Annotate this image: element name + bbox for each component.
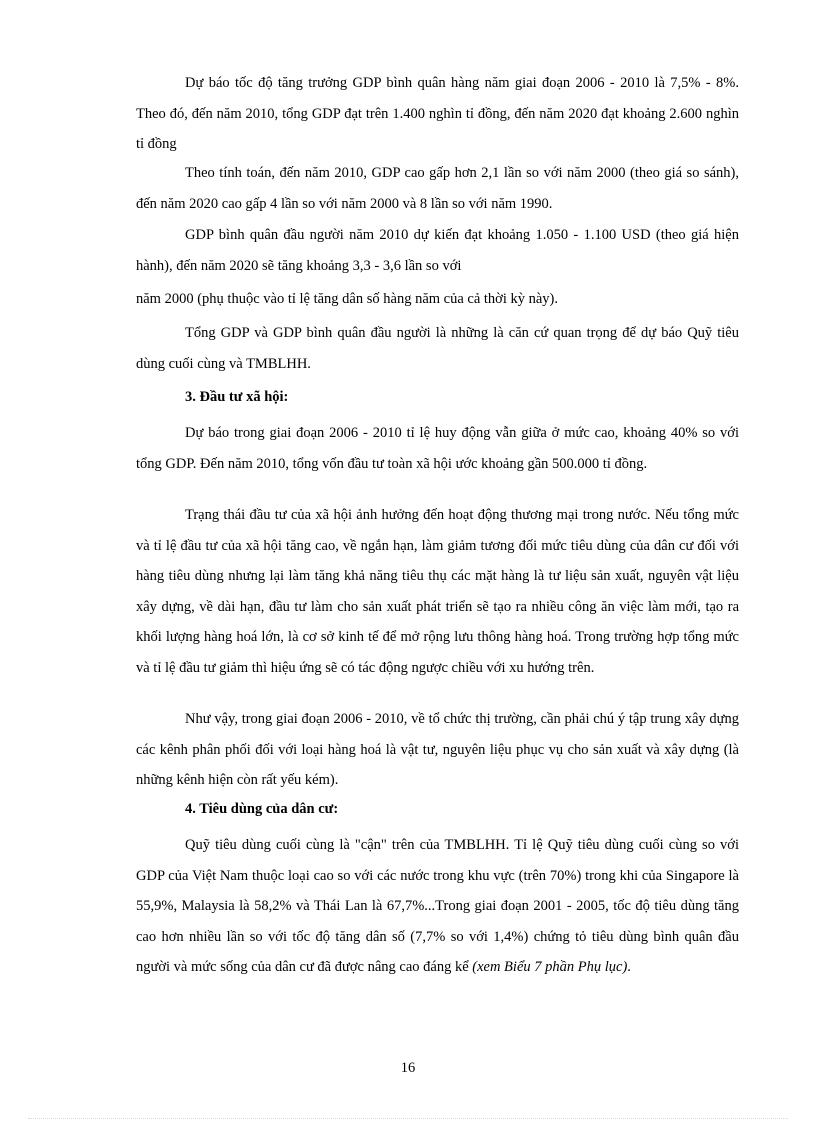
investment-impact-block (136, 500, 739, 683)
investment-forecast-paragraph: Dự báo trong giai đoạn 2006 - 2010 tỉ lệ huy động vẫn giữa ở mức cao, khoảng 40% so với tổng GDP. Đến năm 2010, tổng vốn đầu tư toàn xã hội ước khoảng gần 500.000 tỉ đồng. (136, 425, 739, 472)
consumption-heading-block (136, 794, 739, 825)
gdp-basis-block (136, 318, 739, 379)
gdp-basis-paragraph: Tổng GDP và GDP bình quân đầu người là những là căn cứ quan trọng để dự báo Quỹ tiêu dùng cuối cùng và TMBLHH. (136, 325, 739, 372)
gdp-growth-paragraph: Dự báo tốc độ tăng trưởng GDP bình quân hàng năm giai đoạn 2006 - 2010 là 7,5% - 8%. Theo đó, đến năm 2010, tổng GDP đạt trên 1.400 nghìn tỉ đồng, đến năm 2020 đạt khoảng 2.600 nghìn tỉ đồng (136, 75, 739, 152)
appendix-reference: (xem Biểu 7 phần Phụ lục) (472, 959, 628, 975)
population-note-block (136, 284, 739, 315)
gdp-per-capita-paragraph: GDP bình quân đầu người năm 2010 dự kiến đạt khoảng 1.050 - 1.100 USD (theo giá hiện hành), đến năm 2020 sẽ tăng khoảng 3,3 - 3,6 lần so với (136, 227, 739, 274)
population-note-paragraph: năm 2000 (phụ thuộc vào tỉ lệ tăng dân số hàng năm của cả thời kỳ này). (136, 291, 559, 307)
consumption-paragraph (136, 830, 739, 983)
social-investment-heading-block (136, 382, 739, 413)
bottom-divider (28, 1118, 788, 1119)
section-heading-social-investment: 3. Đầu tư xã hội: (185, 389, 289, 405)
market-organization-block (136, 704, 739, 796)
consumption-text: Quỹ tiêu dùng cuối cùng là "cận" trên của TMBLHH. Tỉ lệ Quỹ tiêu dùng cuối cùng so với GDP của Việt Nam thuộc loại cao so với các nước trong khu vực (trên 70%) trong khi của Singapore là 55,9%, Malaysia là 58,2% và Thái Lan là 67,7%...Trong giai đoạn 2001 - 2005, tốc độ tiêu dùng tăng cao hơn nhiều lần so với tốc độ tăng dân số (7,7% so với 1,4%) chứng tỏ tiêu dùng bình quân đầu người và mức sống của dân cư đã được nâng cao đáng kể (136, 837, 739, 975)
gdp-comparison-block (136, 158, 739, 219)
page-number: 16 (400, 1060, 416, 1076)
gdp-forecast-section (136, 68, 739, 160)
section-heading-consumption: 4. Tiêu dùng của dân cư: (185, 801, 339, 817)
investment-forecast-block (136, 418, 739, 479)
consumption-end: . (627, 959, 631, 975)
gdp-comparison-paragraph: Theo tính toán, đến năm 2010, GDP cao gấp hơn 2,1 lần so với năm 2000 (theo giá so sánh), đến năm 2020 cao gấp 4 lần so với năm 2000 và 8 lần so với năm 1990. (136, 165, 739, 212)
market-organization-paragraph: Như vậy, trong giai đoạn 2006 - 2010, về tổ chức thị trường, cần phải chú ý tập trung xây dựng các kênh phân phối đối với loại hàng hoá là vật tư, nguyên liệu phục vụ cho sản xuất và xây dựng (là những kênh hiện còn rất yếu kém). (136, 711, 739, 788)
consumption-block (136, 830, 739, 983)
gdp-per-capita-block (136, 220, 739, 281)
investment-impact-paragraph: Trạng thái đầu tư của xã hội ảnh hưởng đến hoạt động thương mại trong nước. Nếu tổng mức và tỉ lệ đầu tư của xã hội tăng cao, về ngắn hạn, làm giảm tương đối mức tiêu dùng của dân cư đối với hàng tiêu dùng nhưng lại làm tăng khả năng tiêu thụ các mặt hàng là tư liệu sản xuất, nguyên vật liệu xây dựng, về dài hạn, đầu tư làm cho sản xuất phát triển sẽ tạo ra nhiều công ăn việc làm mới, tạo ra khối lượng hàng hoá lớn, là cơ sở kinh tế để mở rộng lưu thông hàng hoá. Trong trường hợp tổng mức và tỉ lệ đầu tư giảm thì hiệu ứng sẽ có tác động ngược chiều với xu hướng trên. (136, 507, 739, 676)
